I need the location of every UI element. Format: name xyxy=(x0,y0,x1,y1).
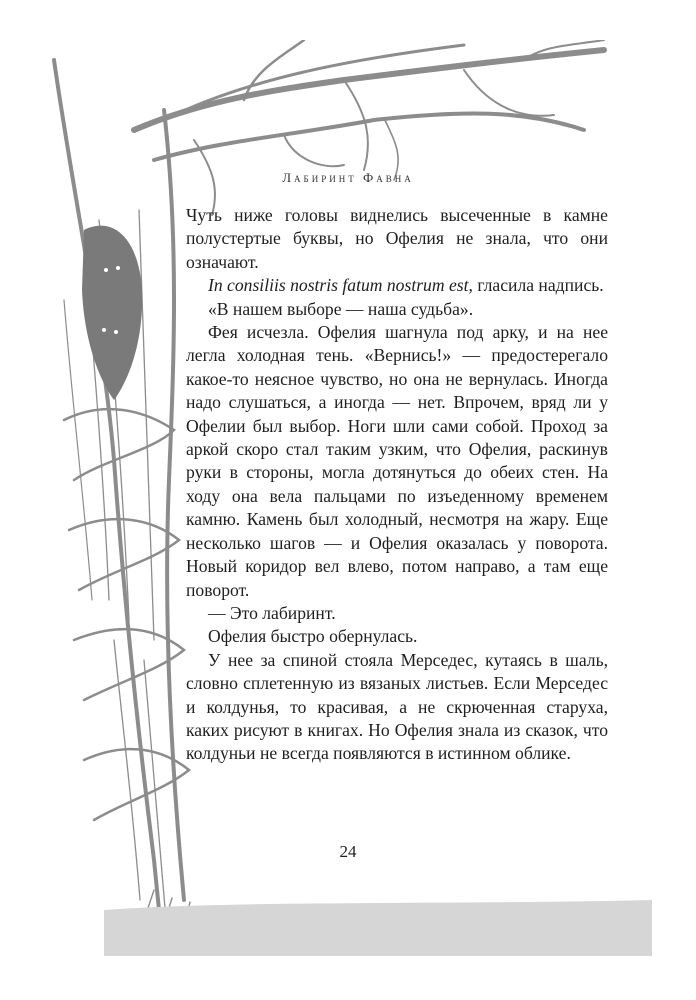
paragraph: «В нашем выборе — наша судьба». xyxy=(208,298,474,319)
dialogue-line: — Это лабиринт. xyxy=(208,602,336,623)
paragraph: Офелия быстро обернулась. xyxy=(208,626,418,647)
paragraph-tail: , гласила надпись. xyxy=(468,275,604,296)
running-head: Лабиринт Фавна xyxy=(282,170,414,185)
paragraph-latin xyxy=(186,274,608,297)
paragraph: Фея исчезла. Офелия шагнула под арку, и на нее легла холодная тень. «Вернись!» — предостерегало какое-то неясное чувство, но она не вернулась. Иногда надо слушаться, а иногда — нет. Впрочем, вряд ли у Офелии был выбор. Ноги шли сами собой. Проход за аркой скоро стал таким узким, что Офелия, раскинув руки в стороны, могла дотянуться до обеих стен. На ходу она вела пальцами по изъеденному временем камню. Камень был холодный, несмотря на жару. Еще несколько шагов — и Офелия оказалась у поворота. Новый коридор вел влево, потом направо, а там еще поворот. xyxy=(186,322,608,600)
body-text xyxy=(186,204,608,766)
page-number: 24 xyxy=(339,842,357,861)
paragraph: У нее за спиной стояла Мерседес, кутаясь в шаль, словно сплетенную из вязаных листьев. Если Мерседес и колдунья, то красивая, а не скрюченная старуха, каких рисуют в книгах. Но Офелия знала из сказок, что колдуньи не всегда появляются в истинном облике. xyxy=(186,649,608,764)
latin-inscription: In consiliis nostris fatum nostrum est xyxy=(208,275,469,296)
paragraph: Чуть ниже головы виднелись высеченные в камне полустертые буквы, но Офелия не знала, что они означают. xyxy=(186,205,608,272)
